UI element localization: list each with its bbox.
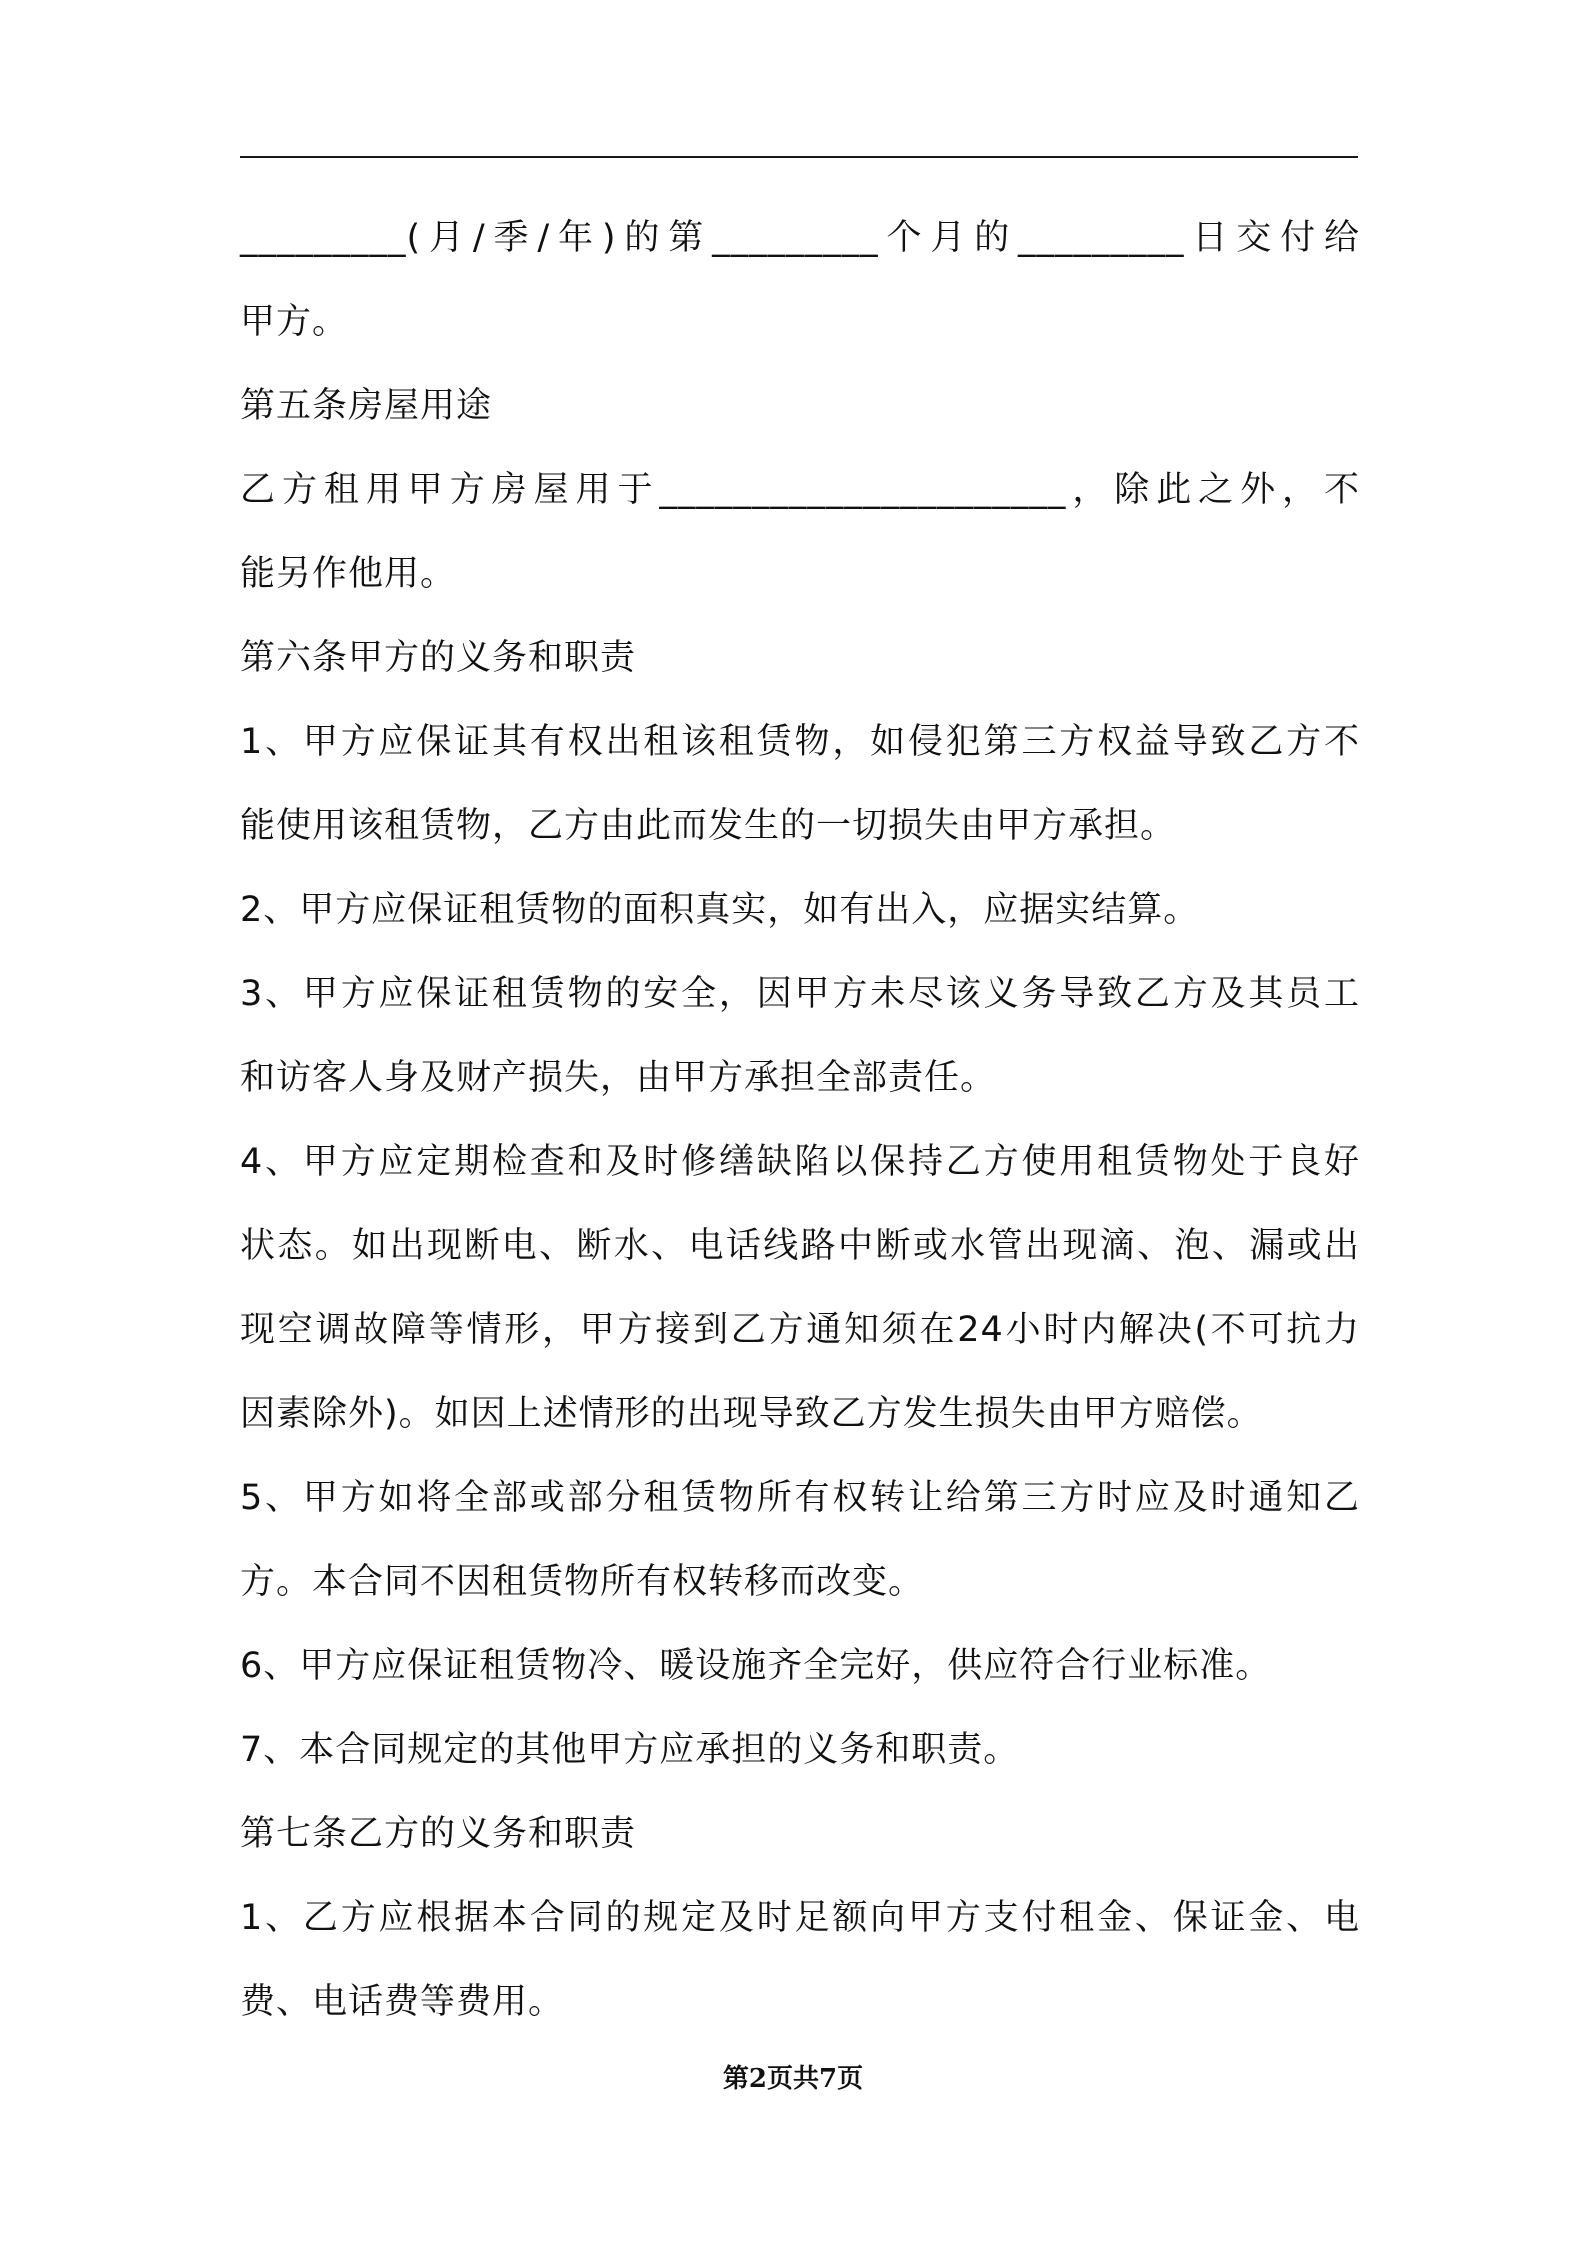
text-line: _________(月/季/年)的第_________个月的_________日交付给 bbox=[240, 218, 1360, 258]
text-line: 现空调故障等情形，甲方接到乙方通知须在24小时内解决(不可抗力 bbox=[240, 1310, 1360, 1350]
text-line: 费、电话费等费用。 bbox=[240, 1982, 565, 2022]
text-line: 6、甲方应保证租赁物冷、暖设施齐全完好，供应符合行业标准。 bbox=[240, 1646, 1272, 1686]
section-heading: 第五条房屋用途 bbox=[240, 386, 493, 426]
text-line: 因素除外)。如因上述情形的出现导致乙方发生损失由甲方赔偿。 bbox=[240, 1394, 1263, 1434]
text-line: 1、甲方应保证其有权出租该租赁物，如侵犯第三方权益导致乙方不 bbox=[240, 722, 1360, 762]
text-line: 方。本合同不因租赁物所有权转移而改变。 bbox=[240, 1562, 925, 1602]
text-line: 1、乙方应根据本合同的规定及时足额向甲方支付租金、保证金、电 bbox=[240, 1898, 1360, 1938]
text-line: 5、甲方如将全部或部分租赁物所有权转让给第三方时应及时通知乙 bbox=[240, 1478, 1360, 1518]
section-heading: 第六条甲方的义务和职责 bbox=[240, 638, 637, 678]
text-line: 4、甲方应定期检查和及时修缮缺陷以保持乙方使用租赁物处于良好 bbox=[240, 1142, 1360, 1182]
text-line: 能另作他用。 bbox=[240, 554, 457, 594]
text-line: 状态。如出现断电、断水、电话线路中断或水管出现滴、泡、漏或出 bbox=[240, 1226, 1360, 1266]
text-line: 7、本合同规定的其他甲方应承担的义务和职责。 bbox=[240, 1730, 1020, 1770]
section-heading: 第七条乙方的义务和职责 bbox=[240, 1814, 637, 1854]
document-body bbox=[240, 196, 1360, 2044]
header-rule bbox=[240, 156, 1358, 158]
text-line: 3、甲方应保证租赁物的安全，因甲方未尽该义务导致乙方及其员工 bbox=[240, 974, 1360, 1014]
text-line: 2、甲方应保证租赁物的面积真实，如有出入，应据实结算。 bbox=[240, 890, 1200, 930]
text-line: 能使用该租赁物，乙方由此而发生的一切损失由甲方承担。 bbox=[240, 806, 1177, 846]
text-line: 乙方租用甲方房屋用于______________________，除此之外，不 bbox=[240, 470, 1360, 510]
text-line: 甲方。 bbox=[240, 302, 349, 342]
page-number: 第2页共7页 bbox=[722, 2064, 864, 2094]
text-line: 和访客人身及财产损失，由甲方承担全部责任。 bbox=[240, 1058, 997, 1098]
